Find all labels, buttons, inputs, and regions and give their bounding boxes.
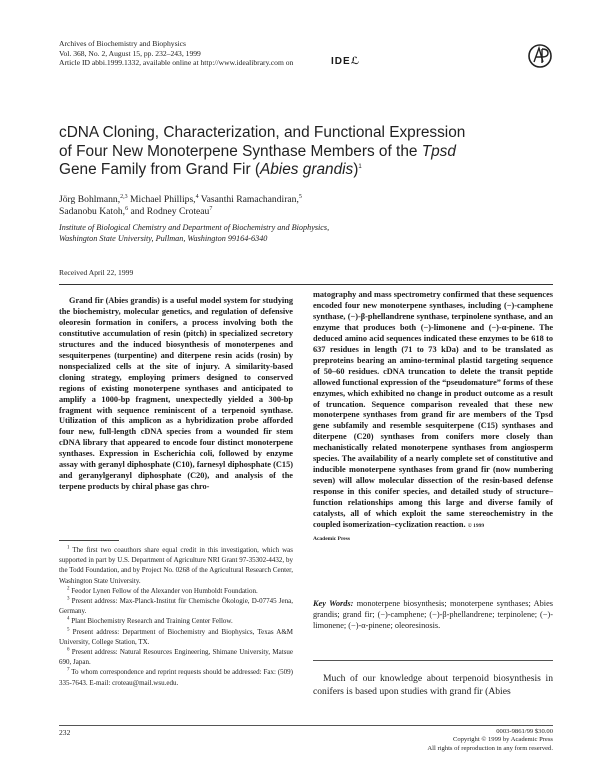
keywords: Key Words: monoterpene biosynthesis; monoterpene synthases; Abies grandis; grand fir; (−)-camphene; (−)-β-phellandrene; terpinolene; (−)-limonene; (−)-α-pinene; oleoresinosis. <box>313 599 554 630</box>
abstract-right-column: matography and mass spectrometry confirmed that these sequences encoded four new monoterpene synthases, including (−)-camphene synthase, (−)-β-phellandrene synthase, terpinolene synthase, and an enzyme that produces both (−)-limonene and (−)-α-pinene. The deduced amino acid sequences indicated these enzymes to be 618 to 637 residues in length (71 to 73 kDa) and to be translated as preproteins bearing an amino-terminal plastid targeting sequence of 50–60 residues. cDNA truncation to delete the transit peptide allowed functional expression of the “pseudomature” forms of these enzymes, which exhibited no change in product outcome as a result of truncation. Sequence comparison revealed that these new monoterpene synthases from grand fir are members of the Tpsd gene subfamily and resemble sesquiterpene (C15) synthases and diterpene (C20) synthases from conifers more closely than mechanistically related monoterpene synthases from angiosperm species. The availability of a nearly complete set of constitutive and inducible monoterpene synthases from grand fir (now numbering seven) will allow molecular dissection of the resin-based defense response in this conifer species, and detailed study of structure–function relationships among this large and diverse family of catalysts, all of which exploit the same stereochemistry in the coupled isomerization–cyclization reaction. © 1999 Academic Press <box>313 290 553 542</box>
received-date: Received April 22, 1999 <box>59 268 134 277</box>
page-number: 232 <box>59 728 71 737</box>
column-divider <box>313 660 553 661</box>
footnotes <box>59 545 293 688</box>
article-id-line: Article ID abbi.1999.1332, available online at http://www.idealibrary.com on <box>59 58 294 68</box>
footnote-5: $^5$ Present address: Department of Biochemistry and Biophysics, Texas A&M University, College Station, TX. <box>59 627 293 646</box>
article-title <box>59 124 529 180</box>
footnote-6: $^6$ Present address: Natural Resources Engineering, Shimane University, Matsue 690, Japan. <box>59 647 293 667</box>
header-divider <box>59 284 553 285</box>
author-affiliation: Institute of Biological Chemistry and Department of Biochemistry and Biophysics, Washington State University, Pullman, Washington 99164-6340 <box>59 223 330 243</box>
footnote-3: $^3$ Present address: Max-Planck-Institut für Chemische Ökologie, D-07745 Jena, Germany. <box>59 596 293 616</box>
journal-header <box>59 39 293 68</box>
abstract-left-column: Grand fir (Abies grandis) is a useful model system for studying the biochemistry, molecular genetics, and regulation of defensive oleoresin formation in conifers, a process involving both the constitutive accumulation of resin (pitch) in specialized secretory structures and the induced biosynthesis of monoterpenes and sesquiterpenes (turpentine) and diterpene resin acids (rosin) by nonspecialized cells at the site of injury. A similarity-based cloning strategy, employing primers designed to conserved regions of existing monoterpene synthases and anticipated to amplify a 1000-bp fragment, unexpectedly yielded a 300-bp fragment with sequence reminiscent of a terpenoid synthase. Utilization of this amplicon as a hybridization probe afforded four new, full-length cDNA species from a wounded fir stem cDNA library that appeared to encode four distinct monoterpene synthases. Expression in Escherichia coli, followed by enzyme assay with geranyl diphosphate (C10), farnesyl diphosphate (C15) and geranylgeranyl diphosphate (C20), and analysis of the terpene products by chiral phase gas chro- <box>59 296 293 492</box>
author-list: Jörg Bohlmann,$^{2,3}$ Michael Phillips,$^4$ Vasanthi Ramachandiran,$^5$ Sadanobu Katoh,$^6$ and Rodney Croteau$^7$ <box>59 193 302 217</box>
footnote-1: $^1$ The first two coauthors share equal credit in this investigation, which was supported in part by U.S. Department of Agriculture NRI Grant 97-35302-4432, by the Todd Foundation, and by Project No. 0268 of the Agricultural Research Center, Washington State University. <box>59 545 293 585</box>
academic-press-logo <box>527 41 553 71</box>
title-line-3: Gene Family from Grand Fir (Abies grandis)$^1$ <box>59 161 362 178</box>
footnote-4: $^4$ Plant Biochemistry Research and Training Center Fellow. <box>67 617 233 626</box>
footnote-divider <box>59 540 119 541</box>
title-line-2: of Four New Monoterpene Synthase Members of the Tpsd <box>59 142 456 160</box>
footnote-2: $^2$ Feodor Lynen Fellow of the Alexander von Humboldt Foundation. <box>67 586 258 595</box>
copyright-notice: 0003-9861/99 $30.00 Copyright © 1999 by Academic Press All rights of reproduction in any form reserved. <box>427 728 553 752</box>
title-line-1: cDNA Cloning, Characterization, and Functional Expression <box>59 124 466 141</box>
footer-divider <box>59 725 553 726</box>
intro-paragraph: Much of our knowledge about terpenoid biosynthesis in conifers is based upon studies with grand fir (Abies <box>313 673 553 697</box>
journal-name: Archives of Biochemistry and Biophysics <box>59 39 186 48</box>
ideal-logo: IDEℒ <box>331 56 361 67</box>
volume-line: Vol. 368, No. 2, August 15, pp. 232–243, 1999 <box>59 48 201 58</box>
footnote-7: $^7$ To whom correspondence and reprint requests should be addressed: Fax: (509) 335-7643. E-mail: croteau@mail.wsu.edu. <box>59 668 293 687</box>
